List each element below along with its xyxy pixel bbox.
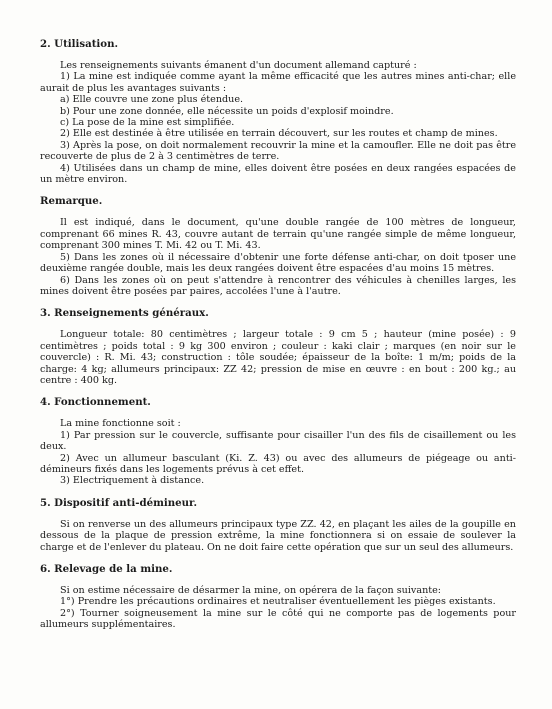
- paragraph: Il est indiqué, dans le document, qu'une double rangée de 100 mètres de longueur, comprenant 66 mines R. 43, couvre autant de terrain qu'une rangée simple de même longueur, comprenant 300 mines T. Mi. 42 ou T. Mi. 43.: [40, 217, 516, 252]
- section-relevage: [40, 563, 516, 631]
- paragraph: Les renseignements suivants émanent d'un document allemand capturé :: [60, 60, 417, 71]
- paragraph: Si on estime nécessaire de désarmer la mine, on opérera de la façon suivante:: [60, 585, 442, 596]
- section-title: 4. Fonctionnement.: [40, 396, 151, 409]
- section-title: 3. Renseignements généraux.: [40, 307, 209, 320]
- paragraph: 1°) Prendre les précautions ordinaires et neutraliser éventuellement les pièges existants.: [60, 596, 496, 608]
- section-renseignements-generaux: [40, 307, 516, 386]
- section-title: 5. Dispositif anti-démineur.: [40, 496, 197, 509]
- paragraph: c) La pose de la mine est simplifiée.: [60, 117, 235, 129]
- section-utilisation: [40, 38, 516, 185]
- section-title: 6. Relevage de la mine.: [40, 563, 173, 575]
- paragraph: 1) Par pression sur le couvercle, suffisante pour cisailler l'un des fils de cisaillement ou les deux.: [40, 429, 516, 453]
- paragraph: 2) Avec un allumeur basculant (Ki. Z. 43) ou avec des allumeurs de piégeage ou anti-démineurs fixés dans les logements prévus à cet effet.: [40, 452, 516, 475]
- section-fonctionnement: [40, 396, 516, 486]
- paragraph: 3) Electriquement à distance.: [60, 475, 205, 487]
- section-title: Remarque.: [40, 195, 103, 208]
- paragraph: 2) Elle est destinée à être utilisée en terrain découvert, sur les routes et champ de mines.: [60, 128, 498, 140]
- paragraph: 2°) Tourner soigneusement la mine sur le côté qui ne comporte pas de logements pour allumeurs supplémentaires.: [40, 607, 516, 631]
- paragraph: 5) Dans les zones où il nécessaire d'obtenir une forte défense anti-char, on doit tposer une deuxième rangée double, mais les deux rangées doivent être espacées d'au moins 15 mètres.: [40, 251, 516, 275]
- paragraph: 1) La mine est indiquée comme ayant la même efficacité que les autres mines anti-char; elle aurait de plus les avantages suivants :: [40, 71, 516, 94]
- paragraph: 4) Utilisées dans un champ de mine, elles doivent être posées en deux rangées espacées de un mètre environ.: [40, 162, 516, 186]
- paragraph: a) Elle couvre une zone plus étendue.: [60, 94, 244, 106]
- paragraph: Longueur totale: 80 centimètres ; largeur totale : 9 cm 5 ; hauteur (mine posée) : 9 centimètres ; poids total : 9 kg 300 environ ; couleur : kaki clair ; marques (en noir sur le couvercle) : R. Mi. 43; construction : tôle soudée; épaisseur de la boîte: 1 m/m; poids de la charge: 4 kg; allumeurs principaux: ZZ 42; pression de mise en œuvre : en bout : 200 kg.; au centre : 400 kg.: [40, 329, 516, 386]
- section-remarque: [40, 195, 516, 297]
- section-title: 2. Utilisation.: [40, 38, 119, 50]
- paragraph: Si on renverse un des allumeurs principaux type ZZ. 42, en plaçant les ailes de la goupille en dessous de la plaque de pression extrême, la mine fonctionnera si on essaie de soulever la charge et de l'enlever du plateau. On ne doit faire cette opération que sur un seul des allumeurs.: [40, 518, 516, 553]
- paragraph: La mine fonctionne soit :: [60, 418, 181, 430]
- paragraph: 6) Dans les zones où on peut s'attendre à rencontrer des véhicules à chenilles larges, les mines doivent être posées par paires, accolées l'une à l'autre.: [40, 274, 516, 297]
- paragraph: 3) Après la pose, on doit normalement recouvrir la mine et la camoufler. Elle ne doit pas être recouverte de plus de 2 à 3 centimètres de terre.: [40, 139, 516, 163]
- paragraph: b) Pour une zone donnée, elle nécessite un poids d'explosif moindre.: [60, 105, 394, 117]
- section-dispositif-anti-demineur: [40, 497, 516, 553]
